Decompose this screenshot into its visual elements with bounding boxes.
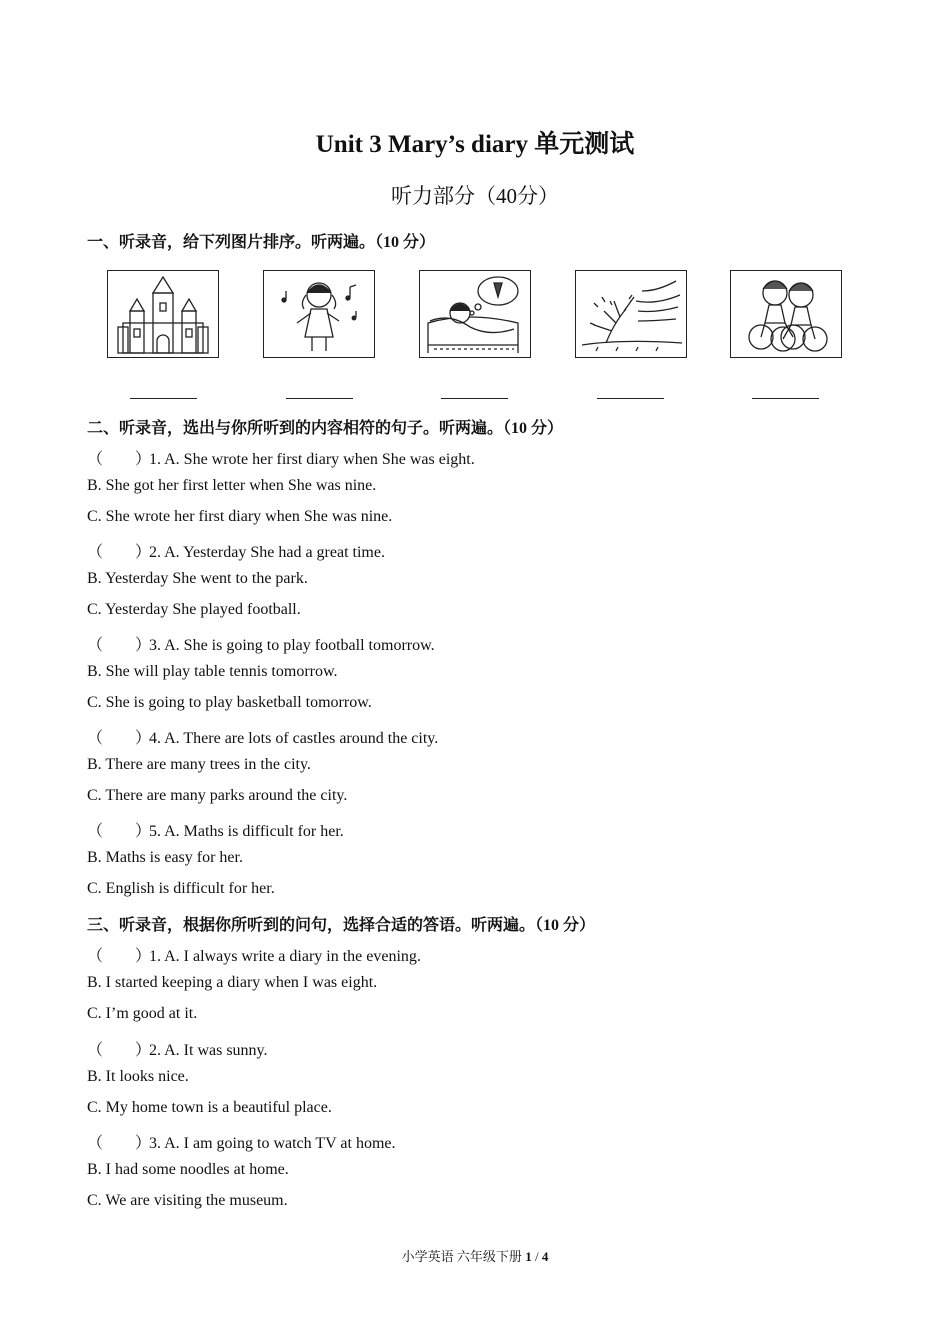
windy-tree-icon bbox=[575, 270, 687, 358]
option-a: 1. A. I always write a diary in the evening. bbox=[149, 948, 421, 965]
page-title: Unit 3 Mary’s diary 单元测试 bbox=[315, 131, 635, 158]
section2-heading: 二、听录音，选出与你所听到的内容相符的句子。听两遍。（10 分） bbox=[87, 420, 564, 437]
option-c: C. Yesterday She played football. bbox=[87, 601, 301, 618]
answer-paren[interactable]: （ ） bbox=[87, 637, 152, 654]
section3-heading: 三、听录音，根据你所听到的问句，选择合适的答语。听两遍。（10 分） bbox=[87, 917, 596, 934]
question-line bbox=[87, 725, 438, 748]
option-a: 3. A. She is going to play football tomorrow. bbox=[149, 637, 435, 654]
question-line bbox=[87, 818, 344, 841]
question-line bbox=[87, 943, 421, 966]
answer-blank-5[interactable] bbox=[752, 398, 819, 399]
option-c: C. English is difficult for her. bbox=[87, 880, 275, 897]
option-c: C. She is going to play basketball tomorrow. bbox=[87, 694, 372, 711]
option-b: B. Maths is easy for her. bbox=[87, 849, 243, 866]
singing-girl-icon bbox=[263, 270, 375, 358]
question-line bbox=[87, 1037, 268, 1060]
answer-paren[interactable]: （ ） bbox=[87, 948, 152, 965]
option-b: B. She will play table tennis tomorrow. bbox=[87, 663, 338, 680]
question-line bbox=[87, 1130, 395, 1153]
option-c: C. There are many parks around the city. bbox=[87, 787, 348, 804]
cycling-kids-icon bbox=[730, 270, 842, 358]
page-total: 4 bbox=[541, 1249, 549, 1264]
option-b: B. I had some noodles at home. bbox=[87, 1161, 289, 1178]
answer-paren[interactable]: （ ） bbox=[87, 1135, 152, 1152]
answer-blank-3[interactable] bbox=[441, 398, 508, 399]
option-b: B. It looks nice. bbox=[87, 1068, 189, 1085]
option-c: C. We are visiting the museum. bbox=[87, 1192, 288, 1209]
question-line bbox=[87, 446, 475, 469]
option-c: C. I’m good at it. bbox=[87, 1005, 198, 1022]
option-a: 1. A. She wrote her first diary when She was eight. bbox=[149, 451, 475, 468]
answer-paren[interactable]: （ ） bbox=[87, 823, 152, 840]
answer-blank-2[interactable] bbox=[286, 398, 353, 399]
option-b: B. There are many trees in the city. bbox=[87, 756, 311, 773]
answer-paren[interactable]: （ ） bbox=[87, 730, 152, 747]
option-a: 2. A. Yesterday She had a great time. bbox=[149, 544, 385, 561]
option-b: B. She got her first letter when She was nine. bbox=[87, 477, 377, 494]
page-subtitle: 听力部分（40分） bbox=[391, 184, 559, 208]
page-footer bbox=[0, 1246, 950, 1265]
castle-icon bbox=[107, 270, 219, 358]
page-separator: / bbox=[531, 1249, 542, 1264]
answer-paren[interactable]: （ ） bbox=[87, 451, 152, 468]
answer-paren[interactable]: （ ） bbox=[87, 1042, 152, 1059]
footer-text: 小学英语 六年级下册 bbox=[401, 1249, 526, 1264]
option-a: 3. A. I am going to watch TV at home. bbox=[149, 1135, 396, 1152]
option-a: 4. A. There are lots of castles around the city. bbox=[149, 730, 439, 747]
option-c: C. My home town is a beautiful place. bbox=[87, 1099, 332, 1116]
answer-paren[interactable]: （ ） bbox=[87, 544, 152, 561]
page-number: 1 bbox=[525, 1249, 532, 1264]
question-line bbox=[87, 632, 435, 655]
section1-heading: 一、听录音，给下列图片排序。听两遍。（10 分） bbox=[87, 234, 436, 251]
option-a: 2. A. It was sunny. bbox=[149, 1042, 268, 1059]
option-c: C. She wrote her first diary when She was nine. bbox=[87, 508, 393, 525]
option-a: 5. A. Maths is difficult for her. bbox=[149, 823, 344, 840]
sleeping-dreaming-icon bbox=[419, 270, 531, 358]
answer-blank-4[interactable] bbox=[597, 398, 664, 399]
question-line bbox=[87, 539, 385, 562]
option-b: B. Yesterday She went to the park. bbox=[87, 570, 308, 587]
answer-blank-1[interactable] bbox=[130, 398, 197, 399]
option-b: B. I started keeping a diary when I was eight. bbox=[87, 974, 378, 991]
